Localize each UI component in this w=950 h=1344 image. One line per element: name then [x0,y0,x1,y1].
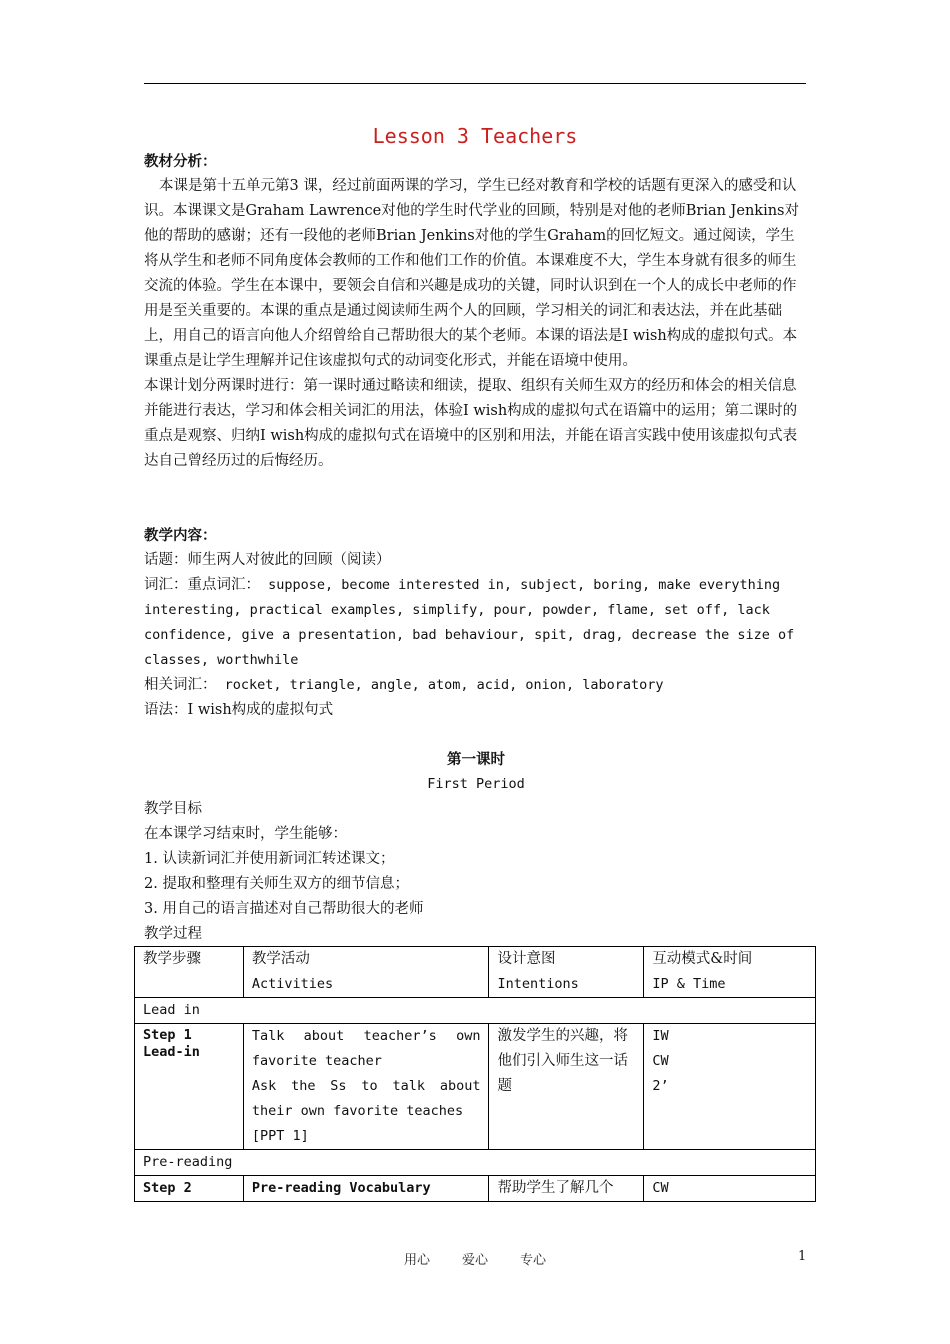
step1-activities: Talk about teacher’s own favorite teacher Ask the Ss to talk about their own favorite teaches [PPT 1] [243,1024,489,1150]
lesson-title: Lesson 3 Teachers [372,124,578,148]
vocab-label: 词汇：重点词汇： [144,577,260,593]
related-list: rocket, triangle, angle, atom, acid, onion, laboratory [216,677,664,693]
content-grammar: 语法：I wish构成的虚拟句式 [144,702,334,718]
period-heading-cn: 第一课时 [447,751,505,768]
step2-activity: Pre-reading Vocabulary [243,1176,489,1202]
footer-word: 爱心 [461,1253,488,1268]
header-intentions: 设计意图 Intentions [489,947,644,998]
step1-ip: IW CW 2’ [644,1024,816,1150]
period-heading-en: First Period [427,776,525,792]
goals-heading: 教学目标 [144,801,202,817]
content-vocab [144,573,808,673]
footer-word: 专心 [520,1253,547,1268]
table-row [135,1024,816,1150]
step2-label: Step 2 [135,1176,244,1202]
period-section [144,747,808,947]
section-pre-reading: Pre-reading [135,1150,816,1176]
header-ip-time: 互动模式&时间 IP & Time [644,947,816,998]
step1-label: Step 1 Lead-in [135,1024,244,1150]
analysis-paragraph-2: 本课计划分两课时进行：第一课时通过略读和细读，提取、组织有关师生双方的经历和体会的相关信息并能进行表达，学习和体会相关词汇的用法，体验I wish构成的虚拟句式在语篇中的运用；第二课时的重点是观察、归纳I wish构成的虚拟句式在语境中的区别和用法，并能在语言实践中使用该虚拟句式表达自己曾经历过的后悔经历。 [144,378,798,469]
table-section-row [135,998,816,1024]
step1-intention: 激发学生的兴趣，将他们引入师生这一话题 [489,1024,644,1150]
content-heading: 教学内容： [144,527,217,544]
goal-item: 2. 提取和整理有关师生双方的细节信息； [144,876,409,892]
related-label: 相关词汇： [144,677,217,693]
header-activities: 教学活动 Activities [243,947,489,998]
header-rule [144,83,806,84]
section-lead-in: Lead in [135,998,816,1024]
content-section [144,523,808,723]
table-row [135,1176,816,1202]
goal-item: 1. 认读新词汇并使用新词汇转述课文； [144,851,395,867]
content-related [144,673,808,698]
goals-intro: 在本课学习结束时，学生能够： [144,826,347,842]
step2-intention: 帮助学生了解几个 [489,1176,644,1202]
analysis-heading: 教材分析： [144,153,217,170]
analysis-section [144,149,808,474]
lesson-plan-table [134,946,816,1202]
step2-ip: CW [644,1176,816,1202]
analysis-paragraph-1: 本课是第十五单元第3 课，经过前面两课的学习，学生已经对教育和学校的话题有更深入的感受和认识。本课课文是Graham Lawrence对他的学生时代学业的回顾，特别是对他的老师Brian Jenkins对他的帮助的感谢；还有一段他的老师Brian Jenkins对他的学生Graham的回忆短文。通过阅读，学生将从学生和老师不同角度体会教师的工作和他们工作的价值。本课难度不大，学生本身就有很多的师生交流的体验。学生在本课中，要领会自信和兴趣是成功的关键，同时认识到在一个人的成长中老师的作用是至关重要的。本课的重点是通过阅读师生两个人的回顾，学习相关的词汇和表达法，并在此基础上，用自己的语言向他人介绍曾给自己帮助很大的某个老师。本课的语法是I wish构成的虚拟句式。本课重点是让学生理解并记住该虚拟句式的动词变化形式，并能在语境中使用。 [144,178,799,369]
page-footer [0,1249,950,1268]
process-heading: 教学过程 [144,926,202,942]
vocab-list: suppose, become interested in, subject, boring, make everything interesting, practical examples, simplify, pour, powder, flame, set off, lack confidence, give a presentation, bad behaviour, spit, drag, decrease the size of classes, worthwhile [144,577,795,668]
table-header-row [135,947,816,998]
footer-word: 用心 [403,1253,430,1268]
content-topic: 话题：师生两人对彼此的回顾（阅读） [144,552,391,568]
table-section-row [135,1150,816,1176]
header-step: 教学步骤 [135,947,244,998]
page-number: 1 [798,1249,807,1264]
goal-item: 3. 用自己的语言描述对自己帮助很大的老师 [144,901,424,917]
